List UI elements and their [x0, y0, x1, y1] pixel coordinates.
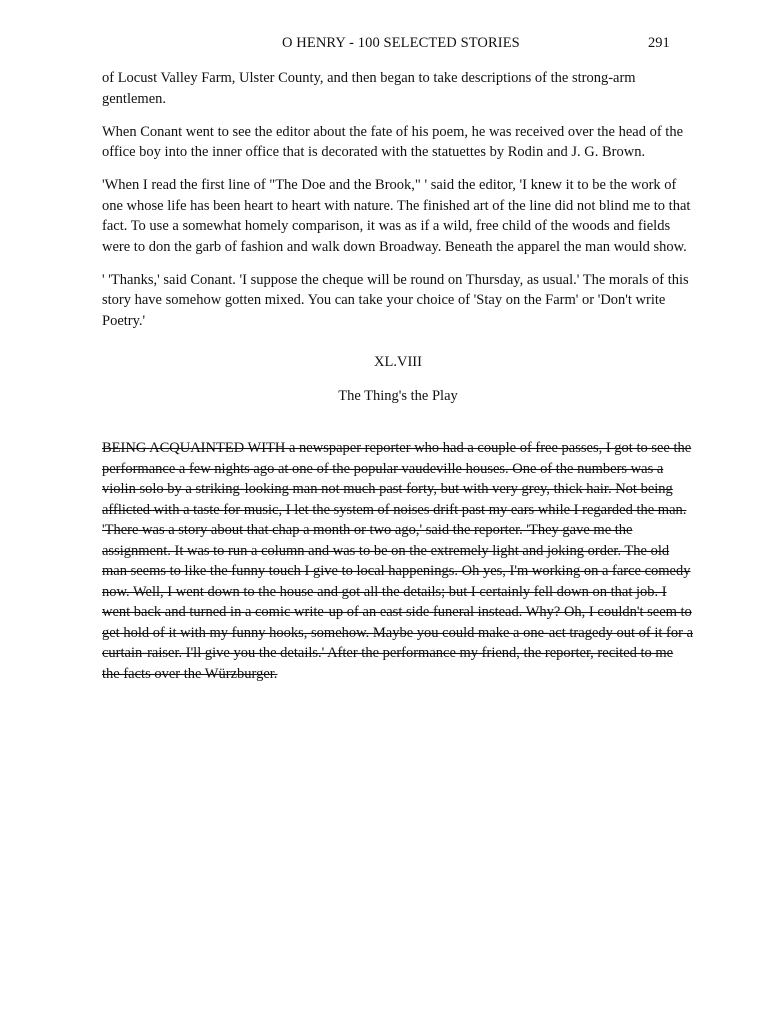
page-number: 291 — [648, 35, 670, 51]
struck-through-paragraph: BEING ACQUAINTED WITH a newspaper reporter who had a couple of free passes, I got to see the performance a few nights ago at one of the popular vaudeville houses. One of the numbers was a violin solo by a striking-looking man not much past forty, but with very grey, thick hair. Not being afflicted with a taste for music, I let the system of noises drift past my ears while I regarded the man. 'There was a story about that chap a month or two ago,' said the reporter. 'They gave me the assignment. It was to run a column and was to be on the extremely light and joking order. The old man seems to like the funny touch I give to local happenings. Oh yes, I'm working on a farce comedy now. Well, I went down to the house and got all the details; but I certainly fell down on that job. I went back and turned in a comic write-up of an east side funeral instead. Why? Oh, I couldn't seem to get hold of it with my funny hooks, somehow. Maybe you could make a one-act tragedy out of it for a curtain-raiser. I'll give you the details.' After the performance my friend, the reporter, recited to me the facts over the Würzburger. — [102, 440, 694, 682]
running-title: O HENRY - 100 SELECTED STORIES — [282, 35, 520, 51]
paragraph-editor-speech: 'When I read the first line of "The Doe and the Brook," ' said the editor, 'I knew it to be the work of one whose life has been heart to heart with nature. The finished art of the line did not blind me to that fact. To use a somewhat homely comparison, it was as if a wild, free child of the woods and fields were to don the garb of fashion and walk down Broadway. Beneath the apparel the man would show. — [102, 177, 691, 255]
running-header — [0, 35, 768, 55]
chapter-number: XL.VIII — [374, 354, 422, 370]
paragraph-conant-editor: When Conant went to see the editor about the fate of his poem, he was received over the head of the office boy into the inner office that is decorated with the statuettes by Rodin and J. G. Brown. — [102, 123, 683, 160]
paragraph-locust-valley: of Locust Valley Farm, Ulster County, and then began to take descriptions of the strong-arm gentlemen. — [102, 70, 636, 107]
page-body — [102, 68, 694, 684]
chapter-title: The Thing's the Play — [338, 387, 458, 404]
paragraph-thanks-conant: ' 'Thanks,' said Conant. 'I suppose the cheque will be round on Thursday, as usual.' The morals of this story have somehow gotten mixed. You can take your choice of 'Stay on the Farm' or 'Don't write Poetry.' — [102, 271, 689, 329]
